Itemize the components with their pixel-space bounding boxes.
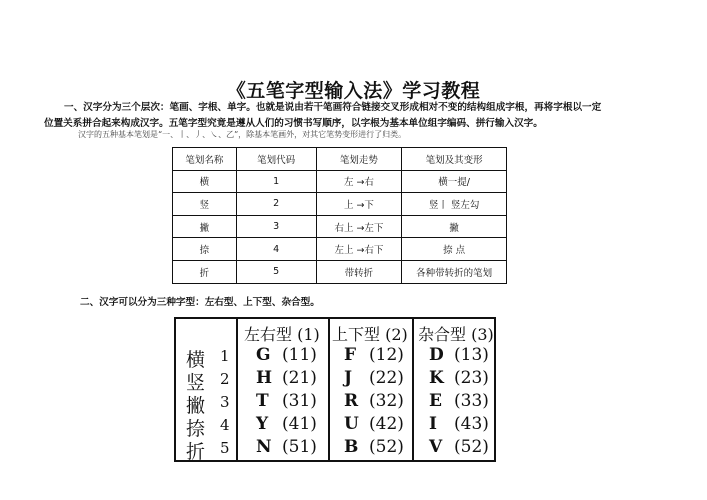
- table-row: [173, 215, 507, 238]
- stroke-code: 4: [236, 238, 316, 261]
- stroke-variants: 撇: [402, 215, 507, 238]
- table-row: [173, 260, 507, 283]
- section-2-heading: 二、汉字可以分为三种字型：左右型、上下型、杂合型。: [80, 297, 320, 308]
- key-code: G: [256, 345, 271, 365]
- stroke-code: 2: [236, 193, 316, 216]
- key-number: (21): [282, 368, 317, 388]
- table-row: [176, 414, 494, 440]
- table-row: [176, 368, 494, 394]
- stroke-variants: 横一提/: [402, 170, 507, 193]
- zone-table: [174, 317, 496, 462]
- key-code: T: [256, 391, 269, 411]
- page-title: 《五笔字型输入法》学习教程: [226, 80, 481, 102]
- key-number: (11): [282, 345, 317, 365]
- header-stroke-name: 笔划名称: [173, 148, 237, 171]
- stroke-variants: 竖丨 竖左勾: [402, 193, 507, 216]
- key-code: B: [344, 437, 359, 457]
- stroke-name: 横: [173, 170, 237, 193]
- key-code: E: [429, 391, 442, 411]
- stroke-name: 横: [186, 349, 206, 371]
- stroke-variants: 各种带转折的笔划: [402, 260, 507, 283]
- stroke-name: 撇: [186, 395, 206, 417]
- table-row: [176, 391, 494, 417]
- stroke-name: 捺: [186, 418, 206, 440]
- key-code: K: [429, 368, 444, 388]
- key-number: (33): [454, 391, 489, 411]
- stroke-name: 捺: [173, 238, 237, 261]
- key-number: (52): [454, 437, 489, 457]
- key-code: R: [344, 391, 359, 411]
- stroke-direction: 右上 →左下: [316, 215, 402, 238]
- key-number: (51): [282, 437, 317, 457]
- stroke-index: 3: [220, 393, 230, 411]
- key-code: D: [429, 345, 444, 365]
- stroke-code: 1: [236, 170, 316, 193]
- key-code: N: [256, 437, 272, 457]
- key-number: (12): [369, 345, 404, 365]
- intro-line-1: 一、汉字分为三个层次：笔画、字根、单字。也就是说由若干笔画符合链接交叉形成相对不变的结构组成字根，再将字根以一定: [64, 102, 602, 113]
- stroke-index: 1: [220, 347, 230, 365]
- stroke-direction: 左上 →右下: [316, 238, 402, 261]
- table-row: [173, 238, 507, 261]
- stroke-code: 5: [236, 260, 316, 283]
- key-number: (42): [369, 414, 404, 434]
- stroke-direction: 左 →右: [316, 170, 402, 193]
- table-row: [173, 193, 507, 216]
- stroke-variants: 捺 点: [402, 238, 507, 261]
- key-code: F: [344, 345, 357, 365]
- stroke-name: 竖: [186, 372, 206, 394]
- stroke-index: 4: [220, 416, 230, 434]
- header-stroke-direction: 笔划走势: [316, 148, 402, 171]
- stroke-table: [172, 147, 507, 284]
- stroke-name: 竖: [173, 193, 237, 216]
- stroke-name: 撇: [173, 215, 237, 238]
- key-number: (52): [369, 437, 404, 457]
- header-stroke-code: 笔划代码: [236, 148, 316, 171]
- key-number: (41): [282, 414, 317, 434]
- key-code: Y: [256, 414, 269, 434]
- intro-line-2: 位置关系拼合起来构成汉字。五笔字型究竟是遵从人们的习惯书写顺序，以字根为基本单位组字编码、拼行输入汉字。: [44, 118, 543, 129]
- stroke-code: 3: [236, 215, 316, 238]
- header-stroke-variants: 笔划及其变形: [402, 148, 507, 171]
- stroke-index: 5: [220, 439, 230, 457]
- table-row: [176, 437, 494, 463]
- key-number: (32): [369, 391, 404, 411]
- key-number: (13): [454, 345, 489, 365]
- key-number: (22): [369, 368, 404, 388]
- intro-paragraph: [44, 100, 654, 132]
- key-number: (23): [454, 368, 489, 388]
- stroke-index: 2: [220, 370, 230, 388]
- stroke-name: 折: [186, 441, 206, 463]
- stroke-table-header: [173, 148, 507, 171]
- stroke-note: 汉字的五种基本笔划是“一、丨、丿、㇏、乙”，除基本笔画外，对其它笔势变形进行了归类。: [78, 130, 407, 139]
- header-mixed: 杂合型 (3): [418, 325, 494, 344]
- stroke-direction: 上 →下: [316, 193, 402, 216]
- table-row: [173, 170, 507, 193]
- key-code: U: [344, 414, 359, 434]
- header-left-right: 左右型 (1): [244, 325, 320, 344]
- table-row: [176, 345, 494, 371]
- stroke-direction: 带转折: [316, 260, 402, 283]
- stroke-name: 折: [173, 260, 237, 283]
- key-code: J: [344, 368, 353, 388]
- key-code: V: [429, 437, 443, 457]
- key-number: (43): [454, 414, 489, 434]
- header-top-bottom: 上下型 (2): [332, 325, 408, 344]
- key-number: (31): [282, 391, 317, 411]
- key-code: I: [429, 414, 437, 434]
- key-code: H: [256, 368, 273, 388]
